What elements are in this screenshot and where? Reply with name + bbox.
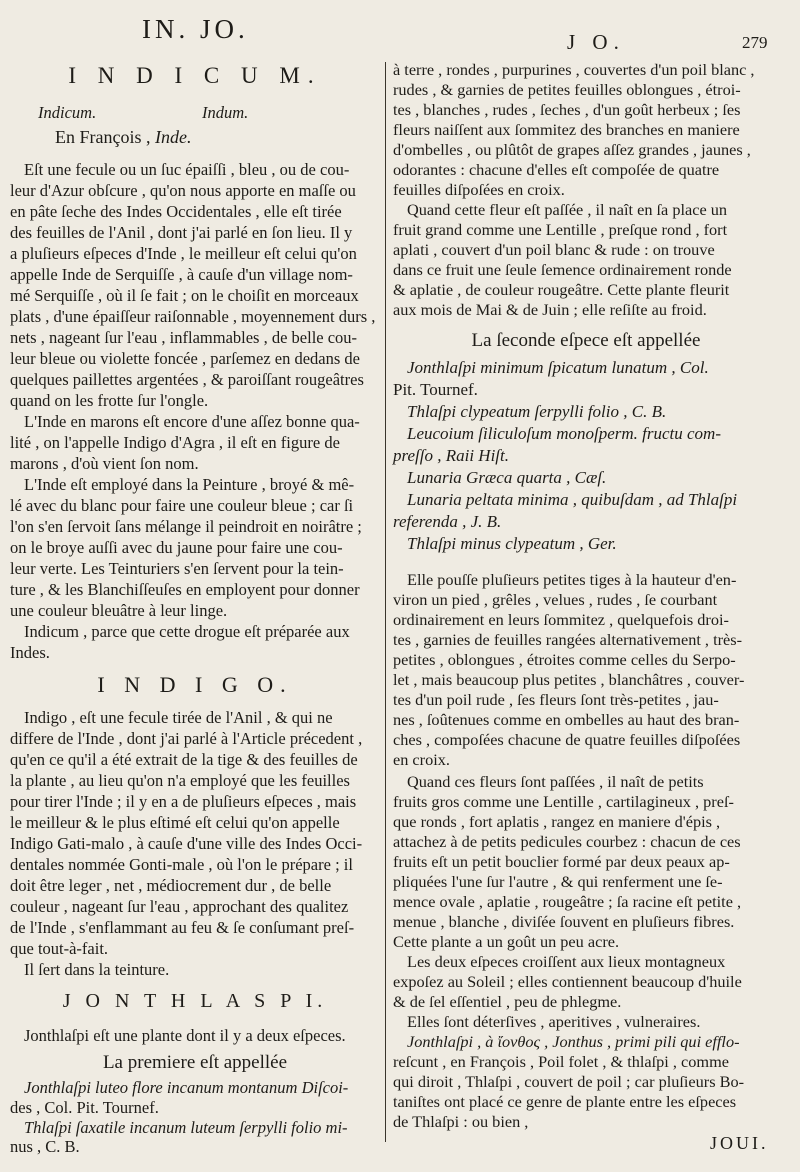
text-line: mence ovale , aplatie , rougeâtre ; ſa racine eſt petite , xyxy=(393,892,742,911)
text-line: dentales nommée Gonti-male , où l'on le prépare ; il xyxy=(10,855,353,874)
text-line: de l'Inde , s'enflammant au feu & ſe conſumant preſ- xyxy=(10,918,355,937)
text-line: lité , on l'appelle Indigo d'Agra , il eſt en figure de xyxy=(10,433,340,452)
text-line: Elle pouſſe pluſieurs petites tiges à la hauteur d'en- xyxy=(407,570,737,589)
text-line: a pluſieurs eſpeces d'Inde , le meilleur eſt celui qu'on xyxy=(10,244,357,263)
text-line: pour tirer l'Inde ; il y en a de pluſieurs eſpeces , mais xyxy=(10,792,357,811)
text-line: marons , d'où vient ſon nom. xyxy=(10,454,199,473)
text-line: fleurs naiſſent aux ſommitez des branches en maniere xyxy=(393,120,740,139)
text-line: tes d'un poil rude , ſes fleurs ſont très-petites , jau- xyxy=(393,690,719,709)
subheading: La premiere eſt appellée xyxy=(102,1052,288,1073)
text-line: Indigo , eſt une fecule tirée de l'Anil , & qui ne xyxy=(24,708,333,727)
latin-name: Indicum. xyxy=(38,103,97,122)
synonym-line: preſſo , Raii Hiſt. xyxy=(393,446,510,465)
synonym-line: Leucoium ſiliculoſum monoſperm. fructu com- xyxy=(407,424,721,443)
text-line: on le broye auſſi avec du jaune pour faire une cou- xyxy=(10,538,343,557)
running-head-left: IN. JO. xyxy=(142,14,249,44)
entry-heading-indicum: I N D I C U M. xyxy=(68,63,322,88)
entry-heading-jonthlaspi: J O N T H L A S P I. xyxy=(62,990,328,1012)
text-line: odorantes : chacune d'elles eſt compoſée de quatre xyxy=(393,160,720,179)
text-line: que tout-à-fait. xyxy=(10,939,109,958)
text-line: nes , ſoûtenues comme en ombelles au haut des bran- xyxy=(393,710,740,729)
synonym-line: Thlaſpi clypeatum ſerpylli folio , C. B. xyxy=(407,402,667,421)
text-line: Indigo Gati-malo , à cauſe d'une ville des Indes Occi- xyxy=(10,834,363,853)
text-line: en pâte ſeche des Indes Occidentales , elle eſt tirée xyxy=(10,202,342,221)
text-line: Eſt une fecule ou un ſuc épaiſſi , bleu , ou de cou- xyxy=(24,160,350,179)
text-line: quand on les frotte ſur l'ongle. xyxy=(10,391,209,410)
text-line: & aplatie , de couleur rougeâtre. Cette plante fleurit xyxy=(393,280,730,299)
text-line: une couleur bleuâtre à leur linge. xyxy=(10,601,228,620)
text-line: expoſez au Soleil ; elles contiennent beaucoup d'huile xyxy=(393,972,742,991)
text-line: en croix. xyxy=(393,750,450,769)
subheading: La ſeconde eſpece eſt appellée xyxy=(471,330,701,351)
text-line: Elles ſont déterſives , aperitives , vulneraires. xyxy=(407,1012,701,1031)
text-line: leur d'Azur obſcure , qu'on nous apporte en maſſe ou xyxy=(10,181,356,200)
synonym-line: referenda , J. B. xyxy=(393,512,502,531)
synonym-line: Jonthlaſpi minimum ſpicatum lunatum , Col. xyxy=(407,358,709,377)
text-line: ture , & les Blanchiſſeuſes en employent pour donner xyxy=(10,580,360,599)
text-line: de Thlaſpi : ou bien , xyxy=(393,1112,529,1131)
text-line: tes , garnies de feuilles rangées alternativement , très- xyxy=(393,630,742,649)
text-line: let , mais beaucoup plus petites , blanchâtres , couver- xyxy=(393,670,745,689)
text-line: tes , blanches , rudes , ſeches , d'un goût herbeux ; ſes xyxy=(393,100,741,119)
text-line: differe de l'Inde , dont j'ai parlé à l'Article précedent , xyxy=(10,729,363,748)
text-line: Les deux eſpeces croiſſent aux lieux montagneux xyxy=(407,952,726,971)
synonym-line: Jonthlaſpi luteo flore incanum montanum Diſcoi- xyxy=(24,1078,349,1097)
text-line: viron un pied , grêles , velues , rudes , ſe courbant xyxy=(393,590,718,609)
text-line: qui diroit , Thlaſpi , couvert de poil ; car pluſieurs Bo- xyxy=(393,1072,745,1091)
text-line: la plante , au lieu qu'on n'a employé que les feuilles xyxy=(10,771,350,790)
text-line: menue , blanche , diviſée ſouvent en pluſieurs fibres. xyxy=(393,912,735,931)
text-line: à terre , rondes , purpurines , couvertes d'un poil blanc , xyxy=(393,60,755,79)
text-line: L'Inde eſt employé dans la Peinture , broyé & mê- xyxy=(24,475,355,494)
text-line: mé Serquiſſe , où il ſe fait ; on le choiſit en morceaux xyxy=(10,286,359,305)
running-head-right: J O. xyxy=(567,30,625,54)
synonym-line: Lunaria peltata minima , quibuſdam , ad Thlaſpi xyxy=(407,490,738,509)
text-line: d'ombelles , ou plûtôt de grapes aſſez grandes , jaunes , xyxy=(393,140,751,159)
text-line: feuilles diſpoſées en croix. xyxy=(393,180,565,199)
french-name-line: En François , Inde. xyxy=(55,127,192,147)
text-line: dans ce fruit une ſeule ſemence ordinairement ronde xyxy=(393,260,732,279)
text-line: ches , compoſées chacune de quatre feuilles diſpoſées xyxy=(393,730,741,749)
text-line: leur verte. Les Teinturiers s'en ſervent pour la tein- xyxy=(10,559,344,578)
text-line: le meilleur & le plus eſtimé eſt celui qu'on appelle xyxy=(10,813,340,832)
text-line: que ronds , fort aplatis , rangez en maniere d'épis , xyxy=(393,812,721,831)
text-line: reſcunt , en François , Poil folet , & thlaſpi , comme xyxy=(393,1052,729,1071)
text-line: plats , d'une épaiſſeur raiſonnable , moyennement durs , xyxy=(10,307,376,326)
text-line: rudes , & garnies de petites feuilles oblongues , étroi- xyxy=(393,80,741,99)
text-line: nets , nageant ſur l'eau , inflammables , de belle cou- xyxy=(10,328,358,347)
text-line: Quand cette fleur eſt paſſée , il naît en ſa place un xyxy=(407,200,728,219)
text-line: lé avec du blanc pour faire une couleur bleue ; car ſi xyxy=(10,496,354,515)
text-line: fruit grand comme une Lentille , preſque rond , fort xyxy=(393,220,728,239)
text-line: quelques paillettes argentées , & paroiſſant rougeâtres xyxy=(10,370,364,389)
text-line: Quand ces fleurs ſont paſſées , il naît de petits xyxy=(407,772,704,791)
latin-name: Indum. xyxy=(202,103,249,122)
synonym-line: Pit. Tournef. xyxy=(393,380,478,399)
text-line: Indicum , parce que cette drogue eſt préparée aux xyxy=(24,622,350,641)
text-line: attachez à de petits pedicules courbez : chacun de ces xyxy=(393,832,741,851)
text-line: Il ſert dans la teinture. xyxy=(24,960,170,979)
text-line: aplati , couvert d'un poil blanc & rude : on trouve xyxy=(393,240,715,259)
text-line: fruits gros comme une Lentille , cartilagineux , preſ- xyxy=(393,792,734,811)
text-line: qu'en ce qu'il a été extrait de la tige & des feuilles de xyxy=(10,750,358,769)
synonym-line: Thlaſpi minus clypeatum , Ger. xyxy=(407,534,617,553)
text-line: Cette plante a un goût un peu acre. xyxy=(393,932,620,951)
text-line: pliquées l'une ſur l'autre , & qui renferment une ſe- xyxy=(393,872,723,891)
text-line: ordinairement en leurs ſommitez , quelquefois droi- xyxy=(393,610,729,629)
text-line: Jonthlaſpi , à ἴονθος , Jonthus , primi pili qui efflo- xyxy=(407,1032,740,1051)
entry-heading-indigo: I N D I G O. xyxy=(97,672,293,697)
text-line: couleur , nageant ſur l'eau , approchant des qualitez xyxy=(10,897,349,916)
text-line: fruits eſt un petit bouclier formé par deux peaux ap- xyxy=(393,852,730,871)
page-number: 279 xyxy=(742,33,768,52)
text-line: appelle Inde de Serquiſſe , à cauſe d'un village nom- xyxy=(10,265,353,284)
catchword: JOUI. xyxy=(710,1133,769,1153)
text-line: des feuilles de l'Anil , dont j'ai parlé en ſon lieu. Il y xyxy=(10,223,353,242)
text-line: L'Inde en marons eſt encore d'une aſſez bonne qua- xyxy=(24,412,360,431)
text-line: doit être leger , net , médiocrement dur , de belle xyxy=(10,876,332,895)
text-line: Indes. xyxy=(10,643,50,662)
text-line: petites , oblongues , étroites comme celles du Serpo- xyxy=(393,650,736,669)
text-line: aux mois de Mai & de Juin ; elle reſiſte au froid. xyxy=(393,300,707,319)
synonym-line: Lunaria Græca quarta , Cæſ. xyxy=(407,468,607,487)
synonym-line: des , Col. Pit. Tournef. xyxy=(10,1098,159,1117)
text-line: l'on s'en ſervoit ſans mélange il peindroit en noirâtre ; xyxy=(10,517,362,536)
synonym-line: Thlaſpi ſaxatile incanum luteum ſerpylli folio mi- xyxy=(24,1118,348,1137)
text-line: & de ſel eſſentiel , peu de phlegme. xyxy=(393,992,622,1011)
text-line: leur bleue ou violette foncée , parſemez en dedans de xyxy=(10,349,361,368)
text-line: Jonthlaſpi eſt une plante dont il y a deux eſpeces. xyxy=(24,1026,346,1045)
text-line: taniſtes ont placé ce genre de plante entre les eſpeces xyxy=(393,1092,737,1111)
column-rule xyxy=(385,62,386,1142)
synonym-line: nus , C. B. xyxy=(10,1137,80,1156)
